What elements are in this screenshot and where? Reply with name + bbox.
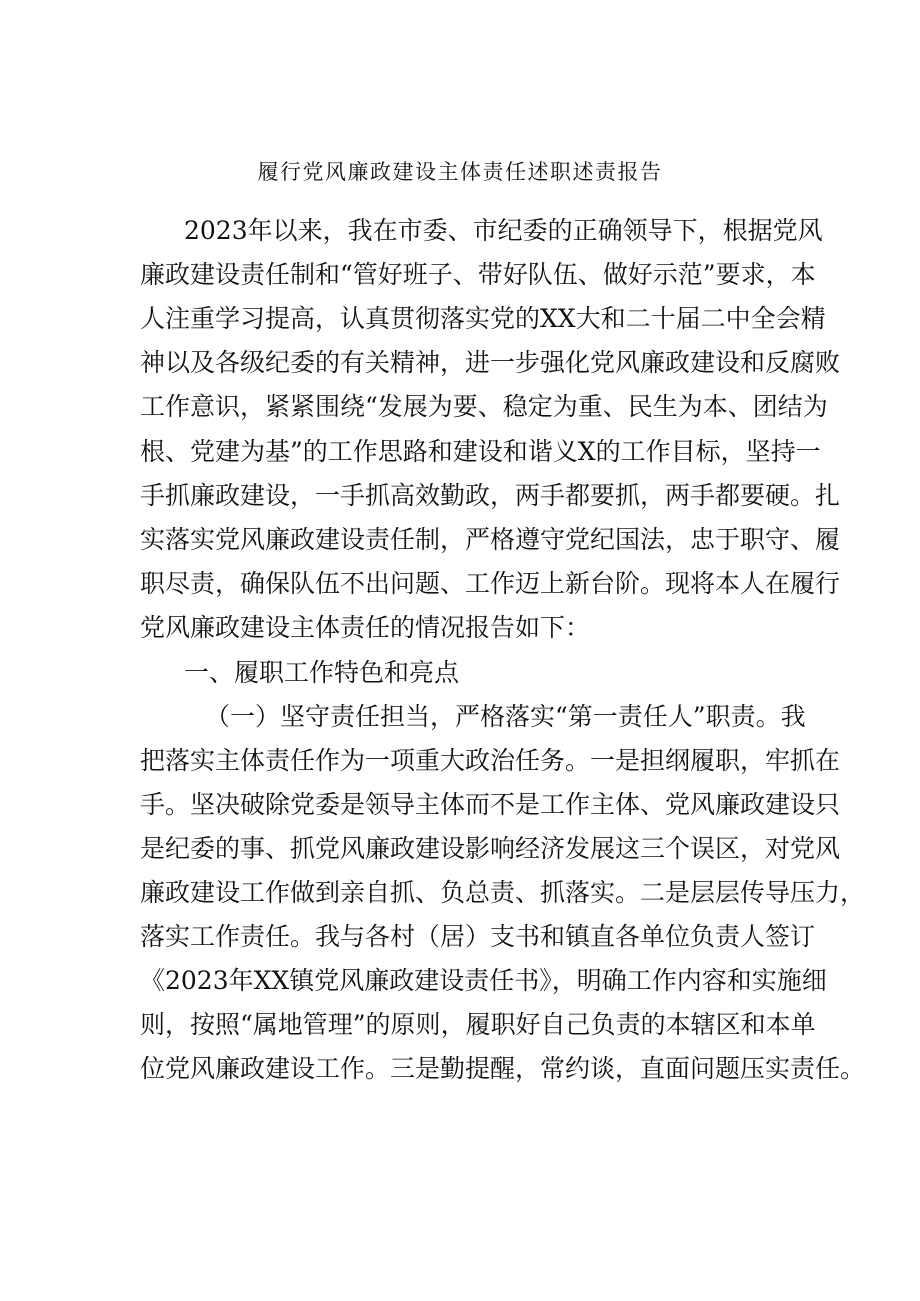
intro-line-5: 工作意识，紧紧围绕“发展为要、稳定为重、民生为本、团结为 [140, 392, 828, 421]
subsection-1-line-4: 是纪委的事、抓党风廉政建设影响经济发展这三个误区，对党风 [140, 834, 841, 863]
intro-line-7: 手抓廉政建设，一手抓高效勤政，两手都要抓，两手都要硬。扎 [140, 481, 841, 510]
subsection-1-line-1: （一）坚守责任担当，严格落实“第一责任人”职责。我 [205, 702, 806, 731]
intro-line-10: 党风廉政建设主体责任的情况报告如下： [140, 613, 591, 642]
subsection-1-line-7: 《2023年XX镇党风廉政建设责任书》，明确工作内容和实施细 [140, 966, 827, 995]
section-1-heading: 一、履职工作特色和亮点 [184, 658, 460, 687]
subsection-1-line-2: 把落实主体责任作为一项重大政治任务。一是担纲履职，牢抓在 [140, 746, 841, 775]
subsection-1-line-8: 则，按照“属地管理”的原则，履职好自己负责的本辖区和本单 [140, 1010, 816, 1039]
intro-line-4: 神以及各级纪委的有关精神，进一步强化党风廉政建设和反腐败 [140, 348, 841, 377]
intro-line-8: 实落实党风廉政建设责任制，严格遵守党纪国法，忠于职守、履 [140, 525, 841, 554]
subsection-1-line-6: 落实工作责任。我与各村（居）支书和镇直各单位负责人签订 [140, 922, 816, 951]
document-title: 履行党风廉政建设主体责任述职述责报告 [257, 160, 663, 184]
intro-line-1: 2023年以来，我在市委、市纪委的正确领导下，根据党风 [184, 216, 823, 245]
subsection-1-line-9: 位党风廉政建设工作。三是勤提醒，常约谈，直面问题压实责任。 [140, 1054, 866, 1083]
subsection-1-line-3: 手。坚决破除党委是领导主体而不是工作主体、党风廉政建设只 [140, 790, 841, 819]
subsection-1-line-5: 廉政建设工作做到亲自抓、负总责、抓落实。二是层层传导压力， [140, 878, 866, 907]
intro-line-2: 廉政建设责任制和“管好班子、带好队伍、做好示范”要求，本 [140, 260, 816, 289]
intro-line-9: 职尽责，确保队伍不出问题、工作迈上新台阶。现将本人在履行 [140, 569, 841, 598]
intro-line-3: 人注重学习提高，认真贯彻落实党的XX大和二十届二中全会精 [140, 304, 826, 333]
intro-line-6: 根、党建为基”的工作思路和建设和谐义X的工作目标，坚持一 [140, 437, 821, 466]
